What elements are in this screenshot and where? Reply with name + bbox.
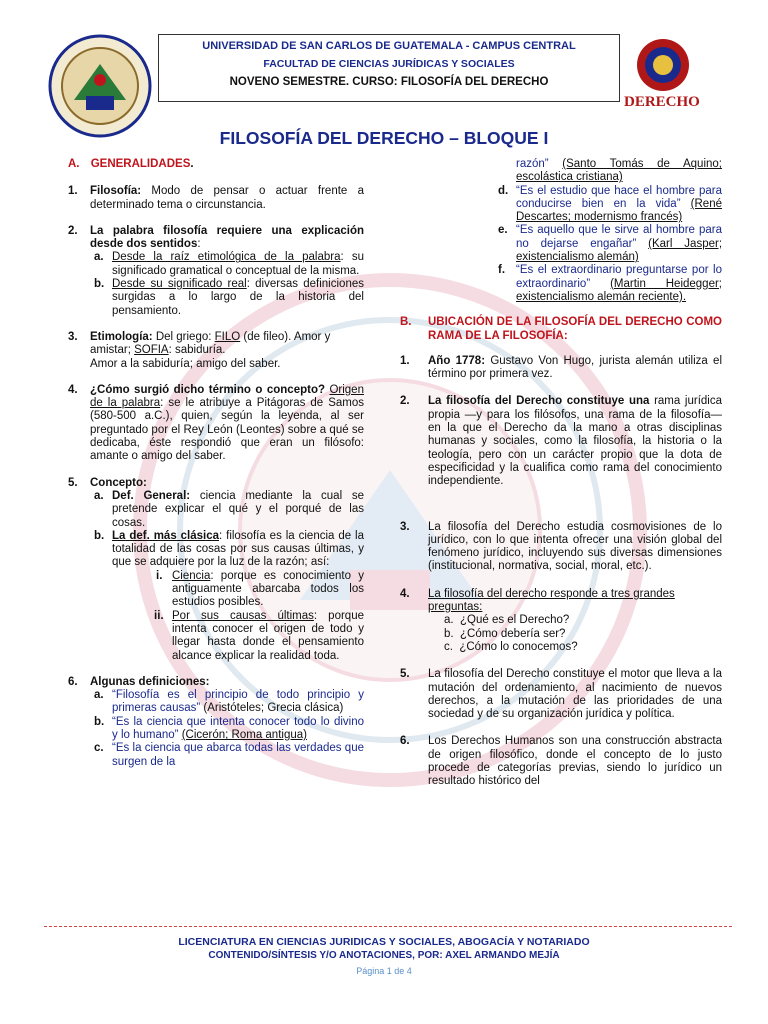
b-item-4-sub-a-text: ¿Qué es el Derecho? <box>459 614 570 627</box>
a-item-6-sub-b <box>90 716 364 743</box>
a-item-2-sub-b <box>90 278 364 318</box>
a-item-6-sub-c-text: “Es la ciencia que abarca todas las verdades que surgen de la <box>112 742 364 768</box>
a-item-4-ul: Origen de la palabra <box>90 383 364 410</box>
b-item-1-number: 1. <box>400 354 410 367</box>
a-item-6-sub-c-letter: c. <box>94 742 104 755</box>
b-item-3-number: 3. <box>400 520 410 533</box>
a-item-5-sub-b-i-number: i. <box>156 569 163 582</box>
a-item-6-sub-b-letter: b. <box>94 715 105 728</box>
page-title: FILOSOFÍA DEL DERECHO – BLOQUE I <box>219 128 549 148</box>
b-item-4-sub-c-text: ¿Cómo lo conocemos? <box>459 640 578 653</box>
a-item-6-sub-c <box>90 742 364 769</box>
a-item-5-sub-b <box>90 530 364 663</box>
def-e-source: (Karl Jasper; existencialismo alemán) <box>516 237 723 264</box>
a-item-3-t2: (de fileo). Amor y amistar; <box>90 330 331 357</box>
a-item-5-sub-b-ii-text: : porque intenta conocer el origen de todo y llegar hasta donde el pensamiento alcance explicar la realidad toda. <box>172 609 364 662</box>
def-d-source: (René Descartes; modernismo francés) <box>516 197 722 224</box>
b-item-5-number: 5. <box>400 668 410 681</box>
def-c-continuation <box>400 158 722 185</box>
a-item-5-sub-a-label: Def. General: <box>112 489 191 502</box>
b-item-5 <box>400 668 722 721</box>
def-c-cont-text: razón” <box>516 158 549 170</box>
university-name: UNIVERSIDAD DE SAN CARLOS DE GUATEMALA - CAMPUS CENTRAL <box>202 40 576 52</box>
footer-program: LICENCIATURA EN CIENCIAS JURIDICAS Y SOCIALES, ABOGACÍA Y NOTARIADO <box>178 936 590 948</box>
a-item-5-sub-b-i <box>112 570 364 610</box>
a-item-2-label: La palabra filosofía requiere una explicación desde dos sentidos <box>90 224 364 251</box>
def-e-text: “Es aquello que le sirve al hombre para no dejarse engañar” <box>516 224 722 250</box>
def-c-source: (Santo Tomás de Aquino; escolástica cristiana) <box>516 158 722 184</box>
a-item-3-sofia: SOFIA <box>134 344 169 357</box>
a-item-6 <box>68 676 364 769</box>
derecho-logo-text: DERECHO <box>624 94 700 110</box>
a-item-1-number: 1. <box>68 185 78 198</box>
a-item-2-sub-a-text: : su significado gramatical o conceptual de la misma. <box>112 251 364 277</box>
b-item-3-text: La filosofía del Derecho estudia cosmovisiones de lo jurídico, con lo que intenta ofrecer una visión global del fenómeno jurídico, incluyendo sus diversas dimensiones (institucional, normativa, social, moral, etc.). <box>428 520 722 573</box>
faculty-name: FACULTAD DE CIENCIAS JURÍDICAS Y SOCIALES <box>263 58 515 70</box>
b-item-4-sub-b <box>428 628 722 641</box>
def-d-text: “Es el estudio que hace el hombre para conducirse bien en la vida” <box>516 184 722 210</box>
a-item-2-sub-b-text: : diversas definiciones surgidas a lo largo de la historia del pensamiento. <box>112 278 364 317</box>
a-item-2-colon: : <box>197 238 201 251</box>
a-item-3-t4: Amor a la sabiduría; amigo del saber. <box>90 357 281 370</box>
def-f <box>400 264 722 304</box>
a-item-5-number: 5. <box>68 476 78 489</box>
a-item-1-text: Modo de pensar o actuar frente a determinado tema o circunstancia. <box>90 185 364 211</box>
a-item-5-sub-b-i-text: : porque es conocimiento y antiguamente abarcaba todos los estudios posibles. <box>172 569 364 609</box>
a-item-3 <box>68 331 364 371</box>
section-b-heading <box>400 316 722 343</box>
page-number: Página 1 de 4 <box>356 966 412 976</box>
a-item-5-sub-b-letter: b. <box>94 529 105 542</box>
course-name: NOVENO SEMESTRE. CURSO: FILOSOFÍA DEL DERECHO <box>229 76 549 88</box>
a-item-3-label: Etimología: <box>90 330 153 343</box>
a-item-5-sub-b-ii <box>112 610 364 663</box>
a-item-5-sub-b-ii-ul: Por sus causas últimas <box>172 609 314 622</box>
a-item-3-t3: : sabiduría. <box>168 344 226 357</box>
b-item-1 <box>400 355 722 382</box>
b-item-4-sub-a-letter: a. <box>444 614 454 627</box>
def-d-letter: d. <box>498 184 509 197</box>
a-item-5-sub-b-text: : filosofía es la ciencia de la totalidad de las cosas por sus causas últimas, y que se adquiere por la luz de la razón; así: <box>112 529 364 569</box>
a-item-4-number: 4. <box>68 383 78 396</box>
a-item-5-sub-a-letter: a. <box>94 489 104 502</box>
section-b-title: UBICACIÓN DE LA FILOSOFÍA DEL DERECHO COMO RAMA DE LA FILOSOFÍA: <box>428 316 722 342</box>
b-item-4-sub-b-letter: b. <box>444 627 454 640</box>
a-item-4-label: ¿Cómo surgió dicho término o concepto? <box>90 383 325 396</box>
a-item-2 <box>68 225 364 318</box>
a-item-2-sub-a-ul: Desde la raíz etimológica de la palabra <box>112 251 341 264</box>
a-item-6-sub-a-source: (Aristóteles; Grecia clásica) <box>203 702 344 715</box>
b-item-1-label: Año 1778: <box>428 354 486 367</box>
def-f-source: (Martin Heidegger; existencialismo alemán reciente). <box>516 277 722 303</box>
b-item-6 <box>400 735 722 788</box>
a-item-5-sub-b-ii-number: ii. <box>154 609 164 622</box>
a-item-2-sub-a <box>90 251 364 278</box>
a-item-6-sub-a-letter: a. <box>94 689 104 702</box>
a-item-5-sub-a <box>90 490 364 530</box>
a-item-6-sub-b-text: “Es la ciencia que intenta conocer todo lo divino y lo humano” <box>112 715 364 741</box>
a-item-5-sub-a-text: ciencia mediante la cual se pretende explicar el qué y el porqué de las cosas. <box>112 489 365 529</box>
a-item-5-sub-b-i-ul: Ciencia <box>172 569 211 582</box>
b-item-3 <box>400 521 722 574</box>
a-item-6-sub-b-source: (Cicerón; Roma antigua) <box>181 728 307 741</box>
section-b-letter: B. <box>400 316 412 329</box>
university-seal-icon <box>48 34 152 138</box>
a-item-2-sub-b-ul: Desde su significado real <box>112 278 247 291</box>
section-a-title: GENERALIDADES <box>90 158 191 170</box>
b-item-4-sub-b-text: ¿Cómo debería ser? <box>459 627 566 640</box>
b-item-2-label: La filosofía del Derecho constituye una <box>428 395 650 408</box>
a-item-3-filo: FILO <box>214 330 241 343</box>
b-item-4-sub-c-letter: c. <box>444 640 453 653</box>
b-item-2-number: 2. <box>400 395 410 408</box>
b-item-2 <box>400 395 722 488</box>
a-item-6-number: 6. <box>68 675 78 688</box>
faculty-seal-icon <box>636 38 690 92</box>
b-item-4-number: 4. <box>400 587 410 600</box>
a-item-5-sub-b-label: La def. más clásica <box>112 529 220 542</box>
def-e-letter: e. <box>498 224 508 237</box>
footer-divider <box>44 926 732 927</box>
b-item-6-number: 6. <box>400 735 410 748</box>
b-item-4-ul: La filosofía del derecho responde a tres grandes preguntas: <box>428 587 675 614</box>
a-item-1 <box>68 185 364 212</box>
footer-author: CONTENIDO/SÍNTESIS Y/O ANOTACIONES, POR: AXEL ARMANDO MEJÍA <box>208 950 560 961</box>
b-item-4-sub-c <box>428 641 722 654</box>
a-item-3-t1: Del griego: <box>152 330 215 343</box>
right-column <box>400 158 722 789</box>
section-a-letter: A. <box>68 158 80 170</box>
a-item-3-number: 3. <box>68 330 78 343</box>
b-item-4-sub-a <box>428 614 722 627</box>
a-item-6-sub-a-text: “Filosofía es el principio de todo principio y primeras causas” <box>112 689 364 715</box>
b-item-1-text: Gustavo Von Hugo, jurista alemán utiliza el término por primera vez. <box>428 354 723 381</box>
b-item-5-text: La filosofía del Derecho constituye el motor que lleva a la mutación del ordenamiento, al nacimiento de nuevos derechos, a la mutación de las prioridades de una sociedad y de su organización jurídica y política. <box>428 668 722 721</box>
def-f-text: “Es el extraordinario preguntarse por lo extraordinario” <box>516 264 722 290</box>
a-item-4 <box>68 384 364 464</box>
a-item-6-sub-a <box>90 689 364 716</box>
header-box <box>158 34 620 102</box>
section-a-heading: A. GENERALIDADES. <box>68 158 194 170</box>
a-item-4-text: : se le atribuye a Pitágoras de Samos (580-500 a.C.), quien, según la leyenda, al ser preguntado por el Rey León (Leontes) sobre a qué se dedicaba, éste respondió que eran un filósofo: amante o amigo del saber. <box>90 397 364 463</box>
def-f-letter: f. <box>498 264 506 277</box>
a-item-2-sub-a-letter: a. <box>94 251 104 264</box>
def-d <box>400 185 722 225</box>
b-item-4 <box>400 588 722 654</box>
a-item-1-label: Filosofía: <box>90 185 142 198</box>
a-item-5 <box>68 477 364 663</box>
b-item-6-text: Los Derechos Humanos son una construcción abstracta de origen filosófico, donde el concepto de lo justo procede de categorías previas, siendo lo jurídico un resultado histórico del <box>428 735 722 788</box>
def-e <box>400 224 722 264</box>
a-item-2-number: 2. <box>68 224 78 237</box>
a-item-6-label: Algunas definiciones: <box>90 675 210 688</box>
left-column <box>68 158 364 769</box>
a-item-5-label: Concepto: <box>90 476 147 489</box>
b-item-2-text: rama jurídica propia —y para los filósofos, una rama de la filosofía— en la que el Derecho da la mano a otras disciplinas humanas y sociales, como la filosofía, la historia o la teología, pero con un carácter propio que la dota de especificidad y la cualifica como rama del conocimiento independiente. <box>428 395 722 488</box>
a-item-2-sub-b-letter: b. <box>94 278 105 291</box>
